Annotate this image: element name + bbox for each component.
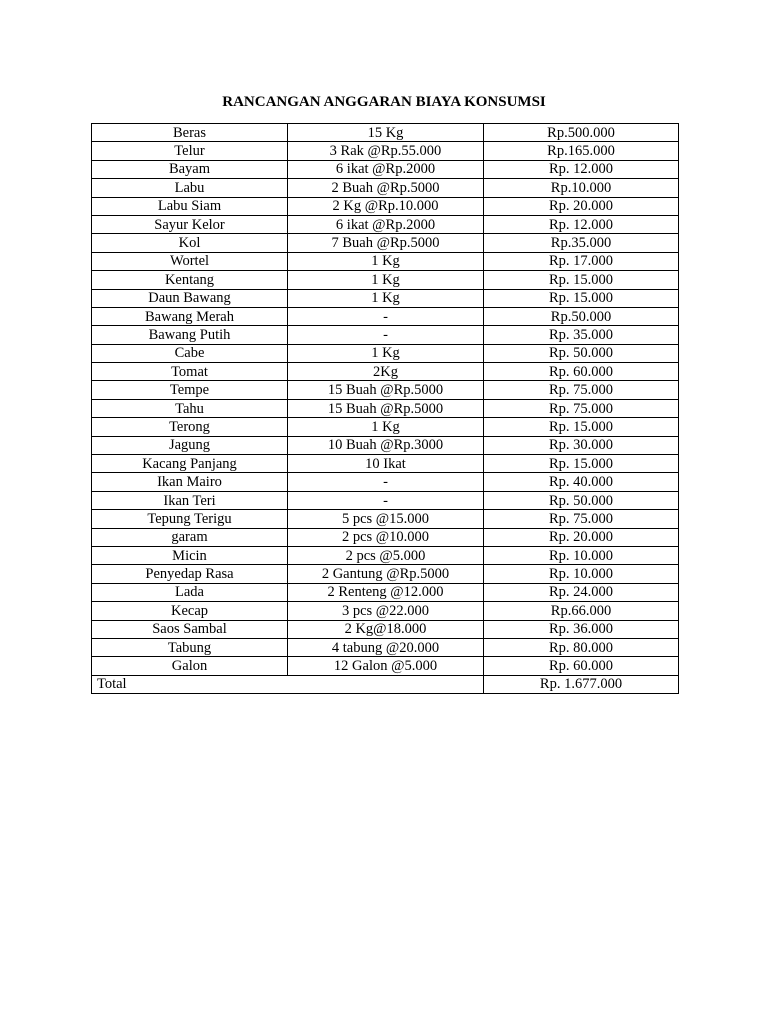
cost-cell: Rp.500.000 — [484, 124, 679, 142]
item-cell: Saos Sambal — [92, 620, 288, 638]
table-row — [92, 160, 679, 178]
quantity-cell: 1 Kg — [288, 289, 484, 307]
table-row — [92, 289, 679, 307]
table-row — [92, 546, 679, 564]
cost-cell: Rp. 60.000 — [484, 363, 679, 381]
item-cell: Cabe — [92, 344, 288, 362]
item-cell: Telur — [92, 142, 288, 160]
table-row — [92, 215, 679, 233]
table-row — [92, 602, 679, 620]
quantity-cell: 15 Kg — [288, 124, 484, 142]
item-cell: Tomat — [92, 363, 288, 381]
item-cell: Kacang Panjang — [92, 455, 288, 473]
quantity-cell: 10 Ikat — [288, 455, 484, 473]
cost-cell: Rp. 50.000 — [484, 491, 679, 509]
cost-cell: Rp. 15.000 — [484, 289, 679, 307]
cost-cell: Rp. 75.000 — [484, 399, 679, 417]
table-row — [92, 528, 679, 546]
quantity-cell: 2 pcs @10.000 — [288, 528, 484, 546]
item-cell: Micin — [92, 546, 288, 564]
item-cell: garam — [92, 528, 288, 546]
quantity-cell: - — [288, 491, 484, 509]
cost-cell: Rp. 40.000 — [484, 473, 679, 491]
table-row — [92, 234, 679, 252]
quantity-cell: 15 Buah @Rp.5000 — [288, 399, 484, 417]
quantity-cell: 2 Kg@18.000 — [288, 620, 484, 638]
quantity-cell: 2 Kg @Rp.10.000 — [288, 197, 484, 215]
quantity-cell: 1 Kg — [288, 344, 484, 362]
total-label: Total — [92, 675, 484, 693]
table-row — [92, 271, 679, 289]
item-cell: Galon — [92, 657, 288, 675]
item-cell: Ikan Mairo — [92, 473, 288, 491]
budget-table-body — [92, 124, 679, 694]
cost-cell: Rp. 75.000 — [484, 510, 679, 528]
quantity-cell: 2 Gantung @Rp.5000 — [288, 565, 484, 583]
cost-cell: Rp. 15.000 — [484, 271, 679, 289]
item-cell: Tempe — [92, 381, 288, 399]
cost-cell: Rp. 35.000 — [484, 326, 679, 344]
table-row — [92, 381, 679, 399]
table-row — [92, 197, 679, 215]
table-row — [92, 620, 679, 638]
table-row — [92, 142, 679, 160]
total-value: Rp. 1.677.000 — [484, 675, 679, 693]
quantity-cell: - — [288, 326, 484, 344]
table-row — [92, 657, 679, 675]
table-row — [92, 510, 679, 528]
item-cell: Jagung — [92, 436, 288, 454]
quantity-cell: 6 ikat @Rp.2000 — [288, 160, 484, 178]
table-row — [92, 491, 679, 509]
table-row — [92, 326, 679, 344]
item-cell: Beras — [92, 124, 288, 142]
quantity-cell: 3 pcs @22.000 — [288, 602, 484, 620]
table-row — [92, 307, 679, 325]
cost-cell: Rp.66.000 — [484, 602, 679, 620]
cost-cell: Rp. 36.000 — [484, 620, 679, 638]
item-cell: Ikan Teri — [92, 491, 288, 509]
quantity-cell: 2 Buah @Rp.5000 — [288, 179, 484, 197]
cost-cell: Rp. 15.000 — [484, 455, 679, 473]
cost-cell: Rp. 20.000 — [484, 197, 679, 215]
table-row — [92, 583, 679, 601]
cost-cell: Rp.35.000 — [484, 234, 679, 252]
item-cell: Kecap — [92, 602, 288, 620]
item-cell: Labu — [92, 179, 288, 197]
quantity-cell: 1 Kg — [288, 252, 484, 270]
quantity-cell: 3 Rak @Rp.55.000 — [288, 142, 484, 160]
item-cell: Daun Bawang — [92, 289, 288, 307]
cost-cell: Rp. 17.000 — [484, 252, 679, 270]
item-cell: Tabung — [92, 638, 288, 656]
table-row — [92, 363, 679, 381]
table-row — [92, 473, 679, 491]
item-cell: Labu Siam — [92, 197, 288, 215]
quantity-cell: 2 Renteng @12.000 — [288, 583, 484, 601]
table-row — [92, 418, 679, 436]
cost-cell: Rp. 60.000 — [484, 657, 679, 675]
item-cell: Bawang Putih — [92, 326, 288, 344]
item-cell: Bawang Merah — [92, 307, 288, 325]
table-row — [92, 565, 679, 583]
quantity-cell: 1 Kg — [288, 418, 484, 436]
cost-cell: Rp. 10.000 — [484, 565, 679, 583]
table-row — [92, 399, 679, 417]
cost-cell: Rp. 80.000 — [484, 638, 679, 656]
table-row — [92, 252, 679, 270]
quantity-cell: 4 tabung @20.000 — [288, 638, 484, 656]
quantity-cell: 12 Galon @5.000 — [288, 657, 484, 675]
table-row — [92, 124, 679, 142]
item-cell: Lada — [92, 583, 288, 601]
cost-cell: Rp. 50.000 — [484, 344, 679, 362]
quantity-cell: - — [288, 307, 484, 325]
quantity-cell: 5 pcs @15.000 — [288, 510, 484, 528]
table-row — [92, 344, 679, 362]
item-cell: Kol — [92, 234, 288, 252]
quantity-cell: 1 Kg — [288, 271, 484, 289]
cost-cell: Rp. 75.000 — [484, 381, 679, 399]
item-cell: Kentang — [92, 271, 288, 289]
quantity-cell: 10 Buah @Rp.3000 — [288, 436, 484, 454]
cost-cell: Rp. 24.000 — [484, 583, 679, 601]
cost-cell: Rp.165.000 — [484, 142, 679, 160]
item-cell: Sayur Kelor — [92, 215, 288, 233]
cost-cell: Rp.50.000 — [484, 307, 679, 325]
quantity-cell: 15 Buah @Rp.5000 — [288, 381, 484, 399]
quantity-cell: - — [288, 473, 484, 491]
item-cell: Penyedap Rasa — [92, 565, 288, 583]
item-cell: Terong — [92, 418, 288, 436]
quantity-cell: 6 ikat @Rp.2000 — [288, 215, 484, 233]
cost-cell: Rp.10.000 — [484, 179, 679, 197]
cost-cell: Rp. 12.000 — [484, 160, 679, 178]
cost-cell: Rp. 10.000 — [484, 546, 679, 564]
cost-cell: Rp. 20.000 — [484, 528, 679, 546]
cost-cell: Rp. 12.000 — [484, 215, 679, 233]
quantity-cell: 2Kg — [288, 363, 484, 381]
item-cell: Tahu — [92, 399, 288, 417]
item-cell: Bayam — [92, 160, 288, 178]
quantity-cell: 7 Buah @Rp.5000 — [288, 234, 484, 252]
item-cell: Tepung Terigu — [92, 510, 288, 528]
quantity-cell: 2 pcs @5.000 — [288, 546, 484, 564]
table-row — [92, 436, 679, 454]
cost-cell: Rp. 30.000 — [484, 436, 679, 454]
budget-table — [91, 123, 679, 694]
page-title: RANCANGAN ANGGARAN BIAYA KONSUMSI — [222, 94, 546, 110]
table-row — [92, 455, 679, 473]
item-cell: Wortel — [92, 252, 288, 270]
total-row — [92, 675, 679, 693]
table-row — [92, 179, 679, 197]
table-row — [92, 638, 679, 656]
cost-cell: Rp. 15.000 — [484, 418, 679, 436]
